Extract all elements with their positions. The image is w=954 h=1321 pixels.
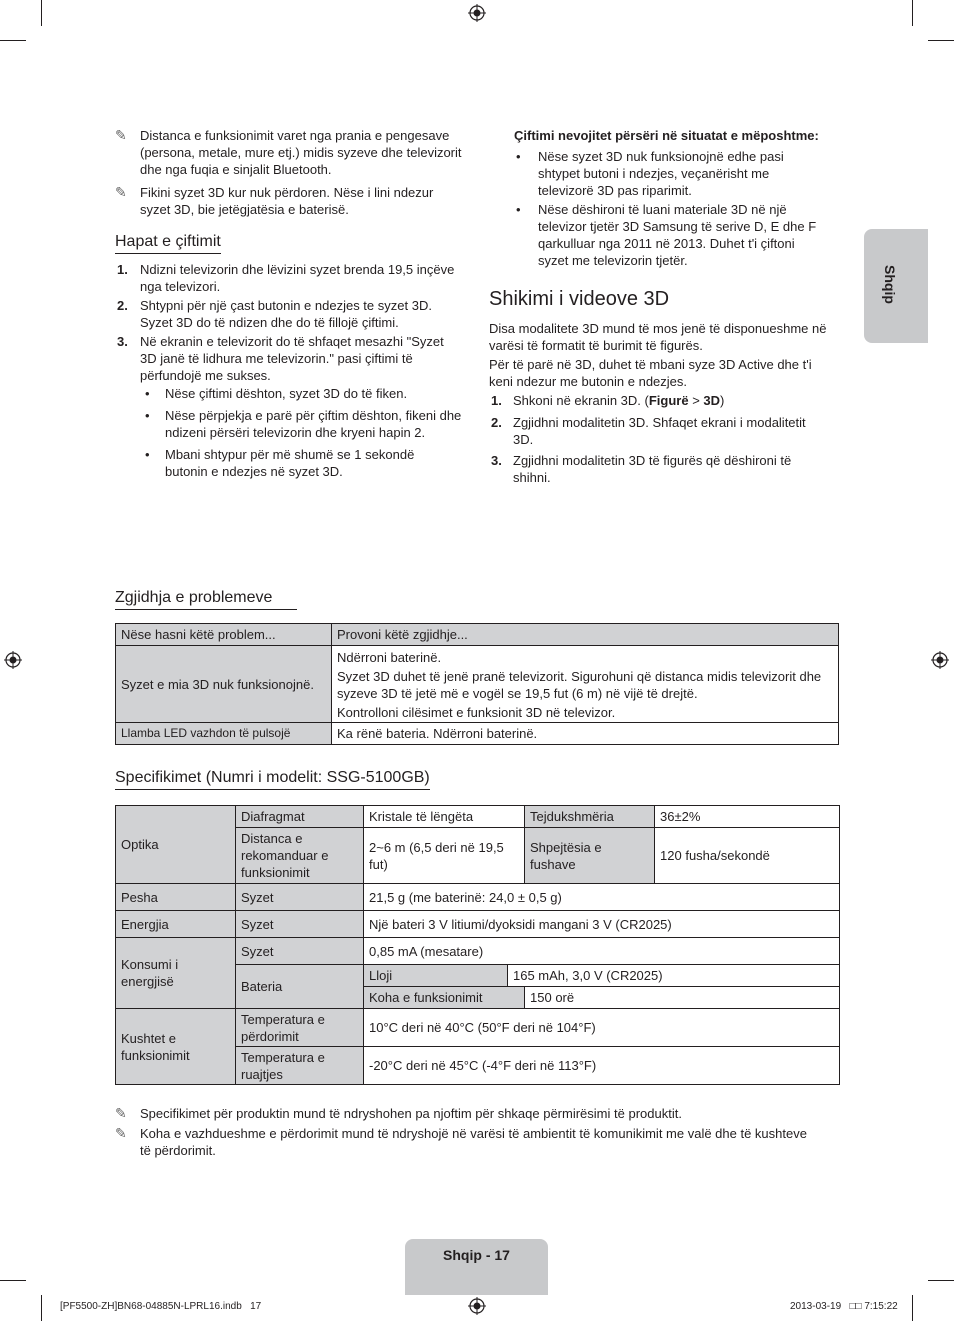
table-row: [116, 723, 839, 745]
pencil-note-icon: ✎: [115, 1105, 127, 1121]
bullet-text: Nëse përpjekja e parë për çiftim dështon, fikeni dhe ndizeni përsëri televizorin dhe kryeni hapin 2.: [165, 408, 462, 440]
list-number: 3.: [491, 453, 502, 468]
column-header: Provoni këtë zgjidhje...: [332, 624, 839, 646]
crop-mark: [41, 1295, 42, 1321]
solution-text: Kontrolloni cilësimet e funksionit 3D në televizor.: [337, 705, 616, 720]
list-text: Në ekranin e televizorit do të shfaqet mesazhi "Syzet 3D janë të lidhura me televizorin." pasi çiftimi të përfundojë me sukses.: [140, 334, 444, 383]
registration-mark-icon: [468, 4, 486, 22]
section-heading: Specifikimet (Numri i modelit: SSG-5100GB): [115, 768, 430, 790]
specifications-table: [115, 805, 840, 1085]
print-footer-left: [PF5500-ZH]BN68-04885N-LPRL16.indb 17: [60, 1301, 262, 1312]
bullet-text: Nëse syzet 3D nuk funksionojnë edhe pasi shtypet butoni i ndezjes, veçanërisht me televizorë 3D pas riparimit.: [538, 149, 784, 198]
solution-cell: Ka rënë bateria. Ndërroni baterinë.: [332, 723, 839, 745]
spec-label: Bateria: [236, 965, 364, 1009]
spec-label: Diafragmat: [236, 806, 364, 828]
table-row: [116, 1009, 840, 1047]
problem-cell: Syzet e mia 3D nuk funksionojnë.: [116, 646, 332, 723]
list-item: [117, 297, 467, 333]
list-text: Shtypni për një çast butonin e ndezjes te syzet 3D. Syzet 3D do të ndizen dhe do të fillojë çiftimi.: [140, 298, 432, 330]
page-number-tab: [405, 1239, 548, 1295]
crop-mark: [912, 0, 913, 26]
list-number: 2.: [491, 415, 502, 430]
spec-value: Një bateri 3 V litiumi/dyoksidi mangani 3 V (CR2025): [364, 911, 840, 938]
list-item: [117, 261, 467, 297]
list-number: 1.: [117, 262, 128, 277]
crop-mark: [928, 40, 954, 41]
language-side-tab: [864, 229, 928, 343]
spec-label: Shpejtësia e fushave: [525, 828, 655, 884]
list-number: 2.: [117, 298, 128, 313]
crop-mark: [41, 0, 42, 26]
bullet-item: • Nëse çiftimi dështon, syzet 3D do të fiken.: [145, 385, 465, 403]
spec-label: Temperatura e ruajtjes: [236, 1047, 364, 1085]
table-row: [116, 938, 840, 965]
bullet-item: • Nëse dëshironi të luani materiale 3D në një televizor tjetër 3D Samsung të serive D, E dhe F qarkulluar nga 2011 në 2013. Duhet t'i çiftoni syzet me televizorin tjetër.: [516, 201, 836, 271]
spec-value: 120 fusha/sekondë: [655, 828, 840, 884]
spec-category: Energjia: [116, 911, 236, 938]
list-number: 3.: [117, 334, 128, 349]
bullet-item: • Nëse përpjekja e parë për çiftim dështon, fikeni dhe ndizeni përsëri televizorin dhe kryeni hapin 2.: [145, 407, 465, 443]
section-heading: Hapat e çiftimit: [115, 232, 221, 254]
spec-value: 150 orë: [525, 987, 840, 1009]
list-text: Shkoni në ekranin 3D. (Figurë > 3D): [513, 393, 725, 408]
paragraph: Për të parë në 3D, duhet të mbani syze 3D Active dhe t'i keni ndezur me butonin e ndezjes.: [489, 357, 812, 389]
spec-label: Temperatura e përdorimit: [236, 1009, 364, 1047]
spec-value: Kristale të lëngëta: [364, 806, 525, 828]
list-item: [491, 414, 831, 450]
paragraph: Disa modalitete 3D mund të mos jenë të disponueshme në varësi të formatit të burimit të figurës.: [489, 321, 827, 353]
crop-mark: [912, 1295, 913, 1321]
spec-category: Pesha: [116, 884, 236, 911]
note-text: Fikini syzet 3D kur nuk përdoren. Nëse i lini ndezur syzet 3D, bie jetëgjatësia e baterisë.: [140, 185, 434, 217]
list-number: 1.: [491, 393, 502, 408]
note-text: Specifikimet për produktin mund të ndryshohen pa njoftim për shkaqe përmirësimi të produktit.: [140, 1106, 682, 1121]
table-row: [116, 806, 840, 828]
solution-text: Syzet 3D duhet të jenë pranë televizorit. Sigurohuni që distanca midis televizorit dhe syzeve 3D të jetë më e vogël se 19,5 fut (6 m) në vijë të drejtë.: [337, 669, 822, 701]
spec-label: Distanca e rekomanduar e funksionimit: [236, 828, 364, 884]
spec-category: Konsumi i energjisë: [116, 938, 236, 1009]
note-text: Koha e vazhdueshme e përdorimit mund të ndryshojë në varësi të ambientit të komunikimit me valë dhe të kushteve të përdorimit.: [140, 1126, 807, 1158]
spec-label: Syzet: [236, 911, 364, 938]
note: [115, 184, 465, 220]
list-text: Zgjidhni modalitetin 3D të figurës që dëshironi të shihni.: [513, 453, 792, 485]
bullet-item: • Mbani shtypur për më shumë se 1 sekondë butonin e ndezjes në syzet 3D.: [145, 446, 465, 482]
spec-category: Kushtet e funksionimit: [116, 1009, 236, 1085]
spec-label: Syzet: [236, 884, 364, 911]
spec-value: 36±2%: [655, 806, 840, 828]
troubleshooting-table: [115, 623, 839, 745]
spec-value: 0,85 mA (mesatare): [364, 938, 840, 965]
spec-value: 165 mAh, 3,0 V (CR2025): [508, 965, 840, 987]
subsection-heading: Çiftimi nevojitet përsëri në situatat e mëposhtme:: [514, 128, 819, 143]
note: [115, 1125, 835, 1161]
table-row: [116, 884, 840, 911]
crop-mark: [0, 1280, 26, 1281]
page-number: Shqip - 17: [443, 1247, 510, 1263]
bullet-text: Mbani shtypur për më shumë se 1 sekondë butonin e ndezjes në syzet 3D.: [165, 447, 415, 479]
table-row: [116, 646, 839, 723]
spec-value: 21,5 g (me baterinë: 24,0 ± 0,5 g): [364, 884, 840, 911]
bullet-item: • Nëse syzet 3D nuk funksionojnë edhe pasi shtypet butoni i ndezjes, veçanërisht me televizorë 3D pas riparimit.: [516, 148, 836, 200]
pencil-note-icon: ✎: [115, 127, 127, 143]
registration-mark-icon: [4, 651, 22, 669]
solution-text: Ndërroni baterinë.: [337, 650, 442, 665]
bullet-text: Nëse dëshironi të luani materiale 3D në një televizor tjetër 3D Samsung të serive D, E dhe F qarkulluar nga 2011 në 2013. Duhet t'i çiftoni syzet me televizorin tjetër.: [538, 202, 817, 268]
crop-mark: [0, 40, 26, 41]
list-item: [117, 333, 467, 385]
crop-mark: [928, 1280, 954, 1281]
spec-sublabel: Lloji: [364, 965, 508, 987]
spec-sublabel: Koha e funksionimit: [364, 987, 525, 1009]
spec-category: Optika: [116, 806, 236, 884]
print-footer-right: 2013-03-19 □□ 7:15:22: [790, 1301, 898, 1312]
menu-path-3d: 3D: [703, 393, 721, 408]
spec-value: -20°C deri në 45°C (-4°F deri në 113°F): [364, 1047, 840, 1085]
spec-value: 2~6 m (6,5 deri në 19,5 fut): [364, 828, 525, 884]
note: [115, 1105, 835, 1123]
note-text: Distanca e funksionimit varet nga prania e pengesave (persona, metale, mure etj.) midis syzeve dhe televizorit dhe nga fuqia e sinjalit Bluetooth.: [140, 128, 462, 177]
bullet-text: Nëse çiftimi dështon, syzet 3D do të fiken.: [165, 386, 408, 401]
section-heading: Zgjidhja e problemeve: [115, 588, 297, 610]
list-item: [491, 452, 831, 488]
pencil-note-icon: ✎: [115, 1125, 127, 1141]
language-label: Shqip: [882, 265, 898, 304]
section-title: Shikimi i videove 3D: [489, 288, 670, 310]
spec-label: Syzet: [236, 938, 364, 965]
table-header-row: [116, 624, 839, 646]
spec-label: Tejdukshmëria: [525, 806, 655, 828]
pencil-note-icon: ✎: [115, 184, 127, 200]
list-item: [491, 392, 831, 410]
column-header: Nëse hasni këtë problem...: [116, 624, 332, 646]
problem-cell: Llamba LED vazhdon të pulsojë: [116, 723, 332, 745]
list-text: Ndizni televizorin dhe lëvizini syzet brenda 19,5 inçëve nga televizori.: [140, 262, 455, 294]
note: [115, 127, 465, 179]
list-text: Zgjidhni modalitetin 3D. Shfaqet ekrani i modalitetit 3D.: [513, 415, 806, 447]
registration-mark-icon: [468, 1297, 486, 1315]
menu-path-figure: Figurë: [648, 393, 689, 408]
table-row: [116, 911, 840, 938]
solution-cell: [332, 646, 839, 723]
spec-value: 10°C deri në 40°C (50°F deri në 104°F): [364, 1009, 840, 1047]
registration-mark-icon: [931, 651, 949, 669]
